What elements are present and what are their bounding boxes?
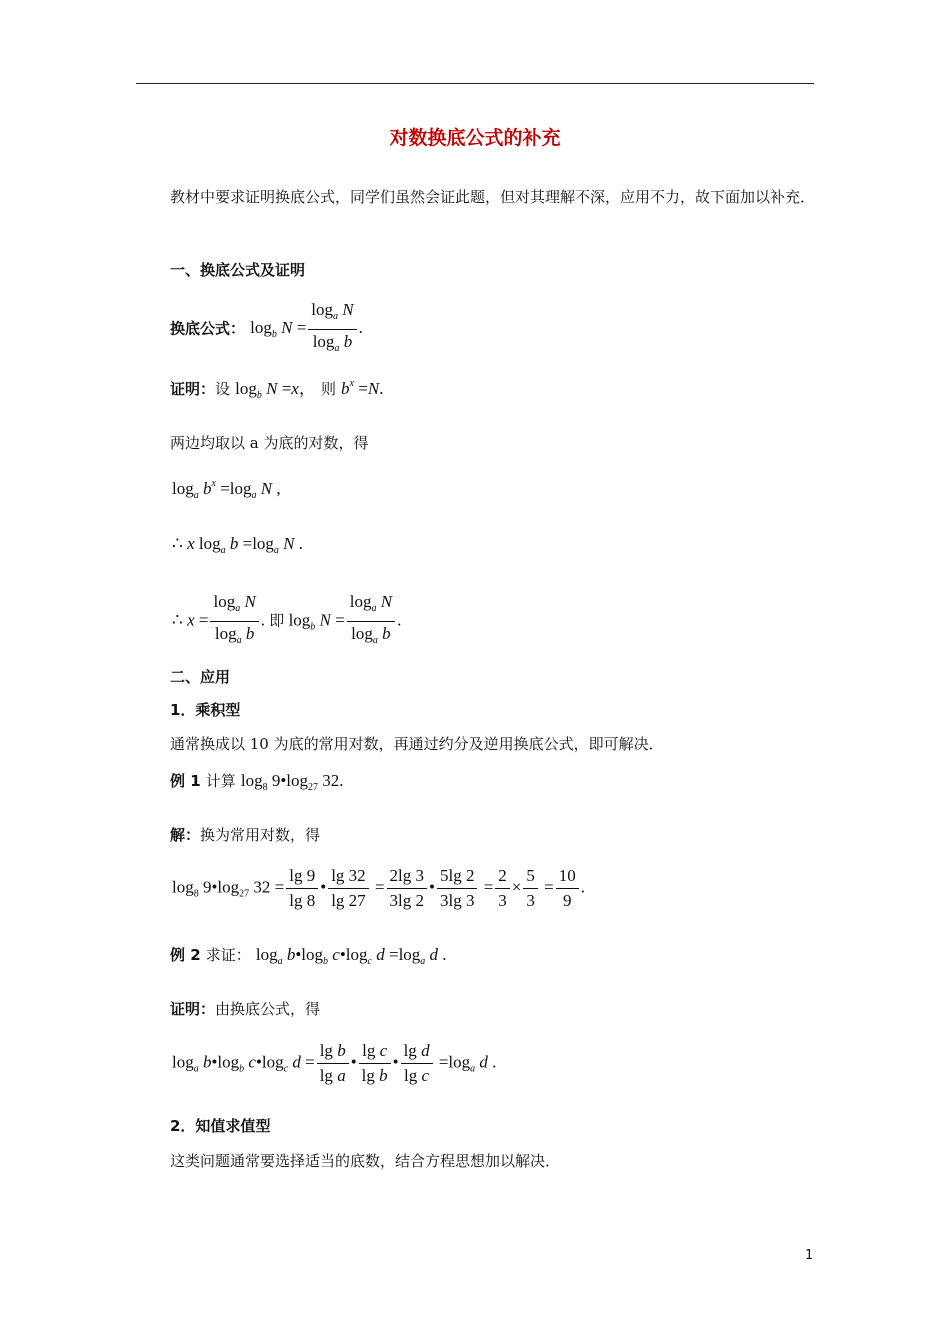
- formula-math: $\log_b N$ = $\frac{\log_a N}{\log_a b}$ .: [250, 300, 363, 354]
- intro-paragraph: 教材中要求证明换底公式，同学们虽然会证此题，但对其理解不深，应用不力，故下面加以补充．: [170, 188, 816, 206]
- solution-text: 换为常用对数，得: [200, 826, 321, 844]
- solution-line: [170, 824, 320, 845]
- subsection-1: 1．乘积型: [170, 701, 241, 719]
- example-1-line: 例 1 计算 $\log_8$ $9•\log_{27}$ 32.: [170, 771, 344, 793]
- step-2-math: ∴ x $\log_a b =\log_a$ N .: [172, 534, 304, 556]
- proof-then: 则: [320, 380, 336, 398]
- ji-text: 即: [269, 611, 285, 630]
- subsection-1-desc: 通常换成以 10 为底的常用对数，再通过约分及逆用换底公式，即可解决．: [170, 735, 664, 753]
- example-2-label: 例 2: [170, 946, 201, 964]
- example-1-label: 例 1: [170, 772, 201, 790]
- step-3-math: ∴ x = $\frac{\log_a N}{\log_a b}$ . 即 $\log_b N$ = $\frac{\log_a N}{\log_a b}$ .: [172, 592, 402, 646]
- page-number: 1: [805, 1248, 814, 1263]
- step-1-math: $\log_a b^x =\log_a$ N ,: [172, 478, 281, 501]
- solution-math: $\log_8$ $9•\log_{27}$ 32 = $\frac{\lg 9}{\lg 8}$ • $\frac{\lg 32}{\lg 27}$ = $\frac{2\lg 3}{3\lg 2}$ • $\frac{5\lg 2}{3\lg 3}$ = $\frac{2}{3}$ × $\frac{5}{3}$ = $\frac{10}{9}$ .: [172, 866, 585, 910]
- proof-2-text: 由换底公式，得: [215, 1000, 321, 1018]
- proof-let: 设: [215, 380, 231, 398]
- page-title: 对数换底公式的补充: [389, 127, 561, 149]
- example-2-text: 求证：: [205, 946, 251, 964]
- both-sides-text: 两边均取以 a 为底的对数，得: [170, 434, 369, 452]
- example-1-text: 计算: [205, 772, 236, 790]
- proof-label: 证明：: [170, 380, 216, 398]
- proof-2-math: $\log_a$ $b•\log_b$ $c•\log_c$ d = $\frac{\text{lg b}}{\text{lg a}}$ • $\frac{\text{lg c}}{\text{lg b}}$ • $\frac{\text{lg d}}{\text{lg c}}$ $=\log_a$ d .: [172, 1041, 497, 1085]
- therefore-symbol-2: ∴: [172, 610, 183, 630]
- therefore-symbol: ∴: [172, 534, 183, 553]
- proof-line: 证明：设 $\log_b N =x$， 则 $b^x =N$.: [170, 378, 384, 401]
- section-heading-1: 一、换底公式及证明: [170, 261, 306, 279]
- header-rule: [136, 83, 814, 84]
- example-2-line: 例 2 求证： $\log_a$ $b•\log_b$ $c•\log_c$ $d =\log_a$ d .: [170, 945, 447, 967]
- section-heading-2: 二、应用: [170, 668, 231, 686]
- solution-label: 解：: [170, 826, 201, 844]
- proof-2-line: [170, 998, 320, 1019]
- formula-label: 换底公式：: [170, 319, 246, 338]
- formula-line: [170, 298, 363, 361]
- proof-2-label: 证明：: [170, 1000, 216, 1018]
- subsection-2: 2．知值求值型: [170, 1117, 271, 1135]
- subsection-2-desc: 这类问题通常要选择适当的底数，结合方程思想加以解决．: [170, 1152, 561, 1170]
